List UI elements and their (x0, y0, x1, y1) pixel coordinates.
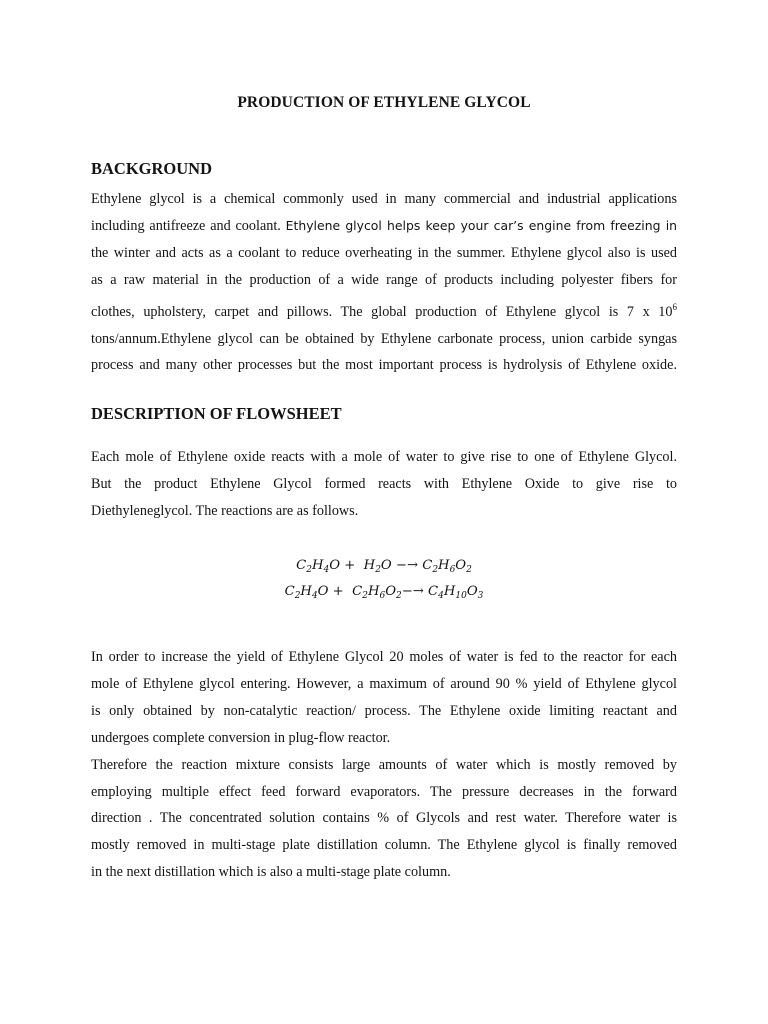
section-heading-flowsheet: DESCRIPTION OF FLOWSHEET (91, 404, 342, 423)
paragraph-line: Each mole of Ethylene oxide reacts with a mole of water to give rise to one of Ethylene Glycol. (91, 449, 677, 465)
paragraph-line: clothes, upholstery, carpet and pillows. The global production of Ethylene glycol is 7 x $10^6$ (91, 301, 677, 320)
paragraph-line: undergoes complete conversion in plug-flow reactor. (91, 729, 391, 746)
paragraph-line: Diethyleneglycol. The reactions are as follows. (91, 502, 359, 519)
exponent: 6 (672, 301, 677, 312)
paragraph-line: including antifreeze and coolant. Ethylene glycol helps keep your car’s engine from freezing in (91, 217, 677, 234)
paragraph-line: Ethylene glycol is a chemical commonly used in many commercial and industrial applications (91, 191, 677, 207)
paragraph-line: as a raw material in the production of a wide range of products including polyester fibers for (91, 271, 677, 288)
paragraph-line: Therefore the reaction mixture consists large amounts of water which is mostly removed by (91, 756, 677, 773)
paragraph-line: is only obtained by non-catalytic reaction/ process. The Ethylene oxide limiting reactant and (91, 702, 677, 719)
background-paragraph (91, 186, 677, 379)
paragraph-line: process and many other processes but the most important process is hydrolysis of Ethylene oxide. (91, 357, 677, 374)
reaction-equation-2: $C_2H_4O + C_2H_6O_2-\to C_4H_{10}O_3$ (284, 584, 484, 601)
paragraph-line: direction . The concentrated solution contains % of Glycols and rest water. Therefore water is (91, 810, 677, 827)
paragraph-line-sans-segment: Ethylene glycol helps keep your car’s engine from freezing in (285, 217, 677, 233)
page-title: PRODUCTION OF ETHYLENE GLYCOL (237, 94, 531, 111)
paragraph-line: the winter and acts as a coolant to reduce overheating in the summer. Ethylene glycol also is used (91, 244, 677, 261)
paragraph-line: in the next distillation which is also a multi-stage plate column. (91, 864, 451, 881)
flowsheet-body-paragraph (91, 644, 677, 886)
paragraph-line: employing multiple effect feed forward evaporators. The pressure decreases in the forward (91, 783, 677, 800)
paragraph-line: mostly removed in multi-stage plate distillation column. The Ethylene glycol is finally removed (91, 837, 677, 854)
paragraph-line: mole of Ethylene glycol entering. However, a maximum of around 90 % yield of Ethylene glycol (91, 675, 677, 692)
reaction-equation-1: $C_2H_4O + H_2O -\to C_2H_6O_2$ (296, 558, 472, 575)
flowsheet-intro-paragraph (91, 444, 677, 525)
paragraph-line: tons/annum.Ethylene glycol can be obtained by Ethylene carbonate process, union carbide syngas (91, 330, 677, 347)
section-heading-background: BACKGROUND (91, 159, 213, 178)
paragraph-line: In order to increase the yield of Ethylene Glycol 20 moles of water is fed to the reactor for each (91, 649, 677, 665)
paragraph-line: But the product Ethylene Glycol formed reacts with Ethylene Oxide to give rise to (91, 475, 677, 492)
